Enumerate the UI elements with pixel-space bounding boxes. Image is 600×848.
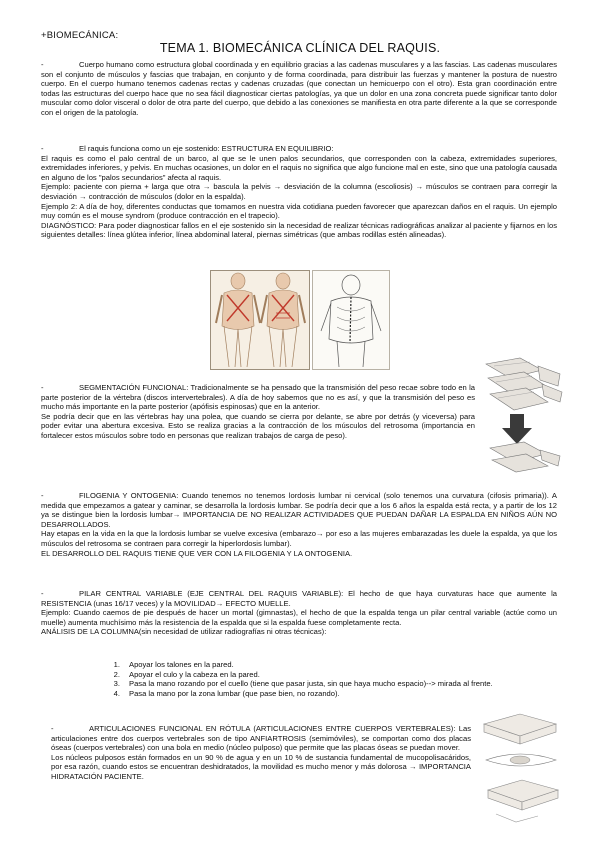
bullet: - [51,724,54,733]
section-label: +BIOMECÁNICA: [41,30,119,41]
filogenia-conclusion: EL DESARROLLO DEL RAQUIS TIENE QUE VER CON LA FILOGENIA Y LA ONTOGENIA. [41,548,353,558]
eje-block [41,144,557,240]
bullet: - [41,383,44,392]
segmentacion-polea: Se podría decir que en las vértebras hay una polea, que cuando se cierra por delante, se abre por detrás (y viceversa) para poder evitar una abertura excesiva. Esto se realiza gracias a la contracción de los músculos del retrosoma (importancia en fortalecer estos músculos sobre todo en personas que realizan trabajos de carga de peso). [41,411,475,440]
list-item: 4. Pasa la mano por la zona lumbar (que pase bien, no rozando). [113,688,340,698]
filogenia-embarazo: Hay etapas en la vida en la que la lordosis lumbar se vuelve excesiva (embarazo→ por eso a las mujeres embarazadas les duele la espalda, ya que los músculos del retrosoma se contraen para corregir la hiperlordosis lumbar). [41,529,557,548]
vertebrae-figure [480,356,564,474]
list-item: 1. Apoyar los talones en la pared. [113,660,234,669]
bullet: - [41,144,44,153]
eje-example-2: Ejemplo 2: A día de hoy, diferentes conductas que tomamos en nuestra vida cotidiana pueden favorecer que aparezcan daños en el raquis. Un ejemplo muy común es el mouse syndrom (produce contracción en el trapecio). [41,201,557,221]
analisis-steps-list [100,660,540,698]
pilar-ejemplo: Ejemplo: Cuando caemos de pie después de hacer un mortal (gimnastas), el hecho de que la espalda tenga un pilar central variable (actúe como un muelle) aumenta muchísimo más la resistencia de la espalda que si la espalda fuese completamente recta. [41,608,557,627]
bullet: - [41,491,44,500]
eje-diagnostico: DIAGNÓSTICO: Para poder diagnosticar fallos en el eje sostenido sin la necesidad de realizar técnicas radiográficas analizar al paciente y fijarnos en los siguientes detalles: línea glútea inferior, línea abdominal lateral, piernas simétricas (que ambas rodillas estén alineadas). [41,220,557,240]
articulaciones-nucleo: Los núcleos pulposos están formados en un 90 % de agua y en un 10 % de sustancia fundamental de mucopolisacáridos, por esa razón, cuando estos se encuentran deshidratados, la movilidad es mucho menor y más dolorosa → IMPORTANCIA HIDRATACIÓN PACIENTE. [51,752,471,781]
down-arrow-icon [502,414,532,444]
filogenia-text: FILOGENIA Y ONTOGENIA: Cuando tenemos no tenemos lordosis lumbar ni cervical (solo tenemos una curvatura (cifosis primaria)). A medida que empezamos a gatear y caminar, se desarrolla la lordosis lumbar. Se podría decir que a los 6 años la espalda está recta, y a partir de los 12 ya se distingue bien la lordosis lumbar→ IMPORTANCIA DE NO REALIZAR ACTIVIDADES QUE PUEDAN DAÑAR LA ESPALDA EN NIÑOS AÚN NO DESARROLLADOS. [41,491,557,529]
spine-sketch-panel [312,270,390,370]
bullet: - [41,60,44,69]
spine-sketch-illustration [313,271,389,369]
bullet: - [41,589,44,598]
filogenia-block [41,491,557,558]
segmentacion-text: SEGMENTACIÓN FUNCIONAL: Tradicionalmente se ha pensado que la transmisión del peso recae sobre todo en la parte posterior de la vértebra (discos intervertebrales). A día de hoy sabemos que no es así, y que la transmisión del peso es mucho más importante en la parte posterior (apófisis espinosas) que en la anterior. [41,383,475,412]
list-item: 3. Pasa la mano rozando por el cuello (tiene que pasar justa, sin que haya mucho espacio)--> mirada al frente. [113,679,493,689]
pilar-block [41,589,557,637]
back-muscles-illustration [211,271,309,369]
page-title: TEMA 1. BIOMECÁNICA CLÍNICA DEL RAQUIS. [159,41,441,55]
list-item: 2. Apoyar el culo y la cabeza en la pared. [113,669,260,679]
intervertebral-disc-illustration [476,710,566,828]
segmentacion-block [41,383,475,441]
pilar-text: PILAR CENTRAL VARIABLE (EJE CENTRAL DEL RAQUIS VARIABLE): El hecho de que haya curvaturas hace que aumente la RESISTENCIA (unas 16/17 veces) y la MOVILIDAD→ EFECTO MUELLE. [41,589,557,608]
eje-heading: El raquis funciona como un eje sostenido: ESTRUCTURA EN EQUILIBRIO: [79,144,334,153]
intro-text: Cuerpo humano como estructura global coordinada y en equilibrio gracias a las cadenas musculares y a las fascias. Las cadenas musculares son el conjunto de músculos y fascias que trabajan, en conjunto y de forma coordinada, para distribuir las fuerzas y mantener la postura de nuestro cuerpo. En el cuerpo humano tenemos cadenas rectas y cadenas cruzadas (que conectan un hemicuerpo con el otro). Esta gran coordinación entre todas las estructuras del cuerpo hace que no sea fácil diagnosticar ciertas patologías, ya que un dolor en una zona concreta puede significar tanto dolor muscular como dolor visceral o dolor de otra parte del cuerpo, que debido a las conexiones se manifiesta en otra parte diferente a la que se corresponde con el origen de la patología. [41,60,557,117]
eje-example-1: Ejemplo: paciente con pierna + larga que otra → bascula la pelvis → desviación de la columna (escoliosis) → músculos se contraen para corregir la desviación → contracción de músculos (dolor en la espalda). [41,182,557,201]
joint-figure [476,710,566,828]
articulaciones-block [51,724,471,782]
intro-block [41,60,557,118]
eje-paragraph: El raquis es como el palo central de un barco, al que se le unen palos secundarios, que corresponden con la cabeza, extremidades superiores, extremidades inferiores, y pelvis. En muchas ocasiones, un dolor en el raquis no significa que algo funcione mal en este, sino que una patología causada en alguno de los "palos secundarios" afecta al raquis. [41,153,557,182]
vertebrae-pulley-illustration [480,356,564,474]
back-view-panel [210,270,310,370]
articulaciones-text: ARTICULACIONES FUNCIONAL EN RÓTULA (ARTICULACIONES ENTRE CUERPOS VERTEBRALES): Las articulaciones entre dos cuerpos vertebrales son de tipo ANFIARTROSIS (semimóviles), se comportan como dos placas óseas (cuerpos vertebrales) con una bola en medio (núcleo pulposo) que permite que las placas óseas se puedan mover. [51,724,471,753]
posture-figure [210,270,390,370]
pilar-analisis-heading: ANÁLISIS DE LA COLUMNA(sin necesidad de utilizar radiografías ni otras técnicas): [41,627,327,637]
